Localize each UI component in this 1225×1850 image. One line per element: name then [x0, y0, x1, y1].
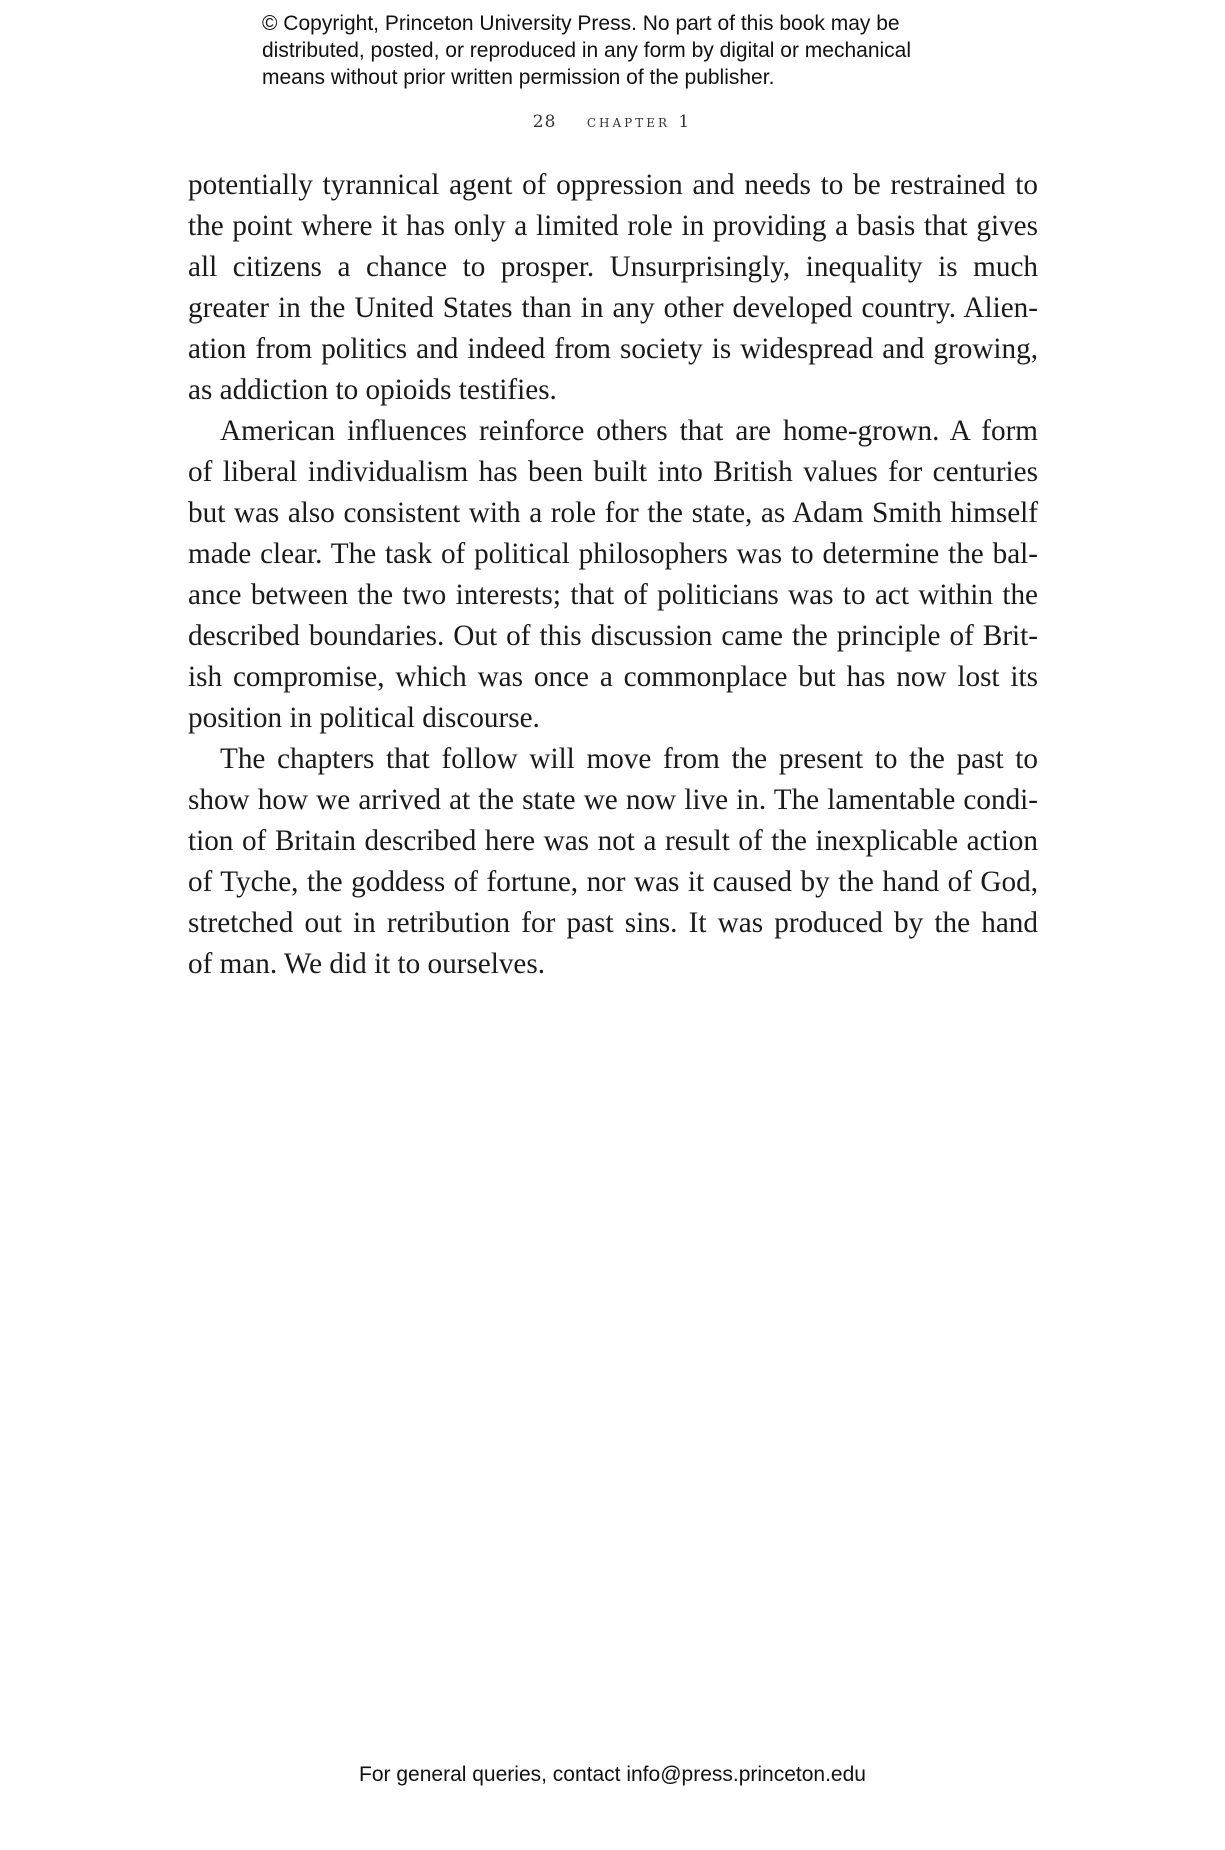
- copyright-line: distributed, posted, or reproduced in any form by digital or mechanical: [262, 39, 912, 62]
- text-line: all citizens a chance to prosper. Unsurprisingly, inequality is much: [188, 251, 1038, 283]
- text-line: of man. We did it to ourselves.: [188, 948, 546, 980]
- text-line: ation from politics and indeed from society is widespread and growing,: [188, 333, 1038, 365]
- copyright-line: © Copyright, Princeton University Press. No part of this book may be: [262, 12, 900, 35]
- text-line: potentially tyrannical agent of oppression and needs to be restrained to: [188, 169, 1038, 201]
- text-line: ish compromise, which was once a commonplace but has now lost its: [188, 661, 1038, 693]
- text-line: greater in the United States than in any other developed country. Alien-: [188, 292, 1038, 324]
- footer-contact: For general queries, contact info@press.princeton.edu: [359, 1763, 866, 1786]
- running-head: [0, 112, 1225, 132]
- text-line: position in political discourse.: [188, 702, 540, 734]
- chapter-label: chapter 1: [586, 112, 693, 132]
- text-line: as addiction to opioids testifies.: [188, 374, 557, 406]
- body-text: [188, 165, 1038, 985]
- text-line: American influences reinforce others that are home-grown. A form: [220, 415, 1038, 447]
- page-number: 28: [532, 112, 557, 132]
- text-line: show how we arrived at the state we now live in. The lamentable condi-: [188, 784, 1038, 816]
- text-line: described boundaries. Out of this discussion came the principle of Brit-: [188, 620, 1038, 652]
- text-line: stretched out in retribution for past sins. It was produced by the hand: [188, 907, 1038, 939]
- text-line: tion of Britain described here was not a result of the inexplicable action: [188, 825, 1038, 857]
- copyright-line: means without prior written permission of the publisher.: [262, 66, 775, 89]
- text-line: made clear. The task of political philosophers was to determine the bal-: [188, 538, 1038, 570]
- text-line: The chapters that follow will move from the present to the past to: [220, 743, 1038, 775]
- text-line: ance between the two interests; that of politicians was to act within the: [188, 579, 1038, 611]
- text-line: the point where it has only a limited role in providing a basis that gives: [188, 210, 1038, 242]
- text-line: but was also consistent with a role for the state, as Adam Smith himself: [188, 497, 1038, 529]
- copyright-notice: [262, 10, 982, 91]
- text-line: of Tyche, the goddess of fortune, nor was it caused by the hand of God,: [188, 866, 1038, 898]
- text-line: of liberal individualism has been built into British values for centuries: [188, 456, 1038, 488]
